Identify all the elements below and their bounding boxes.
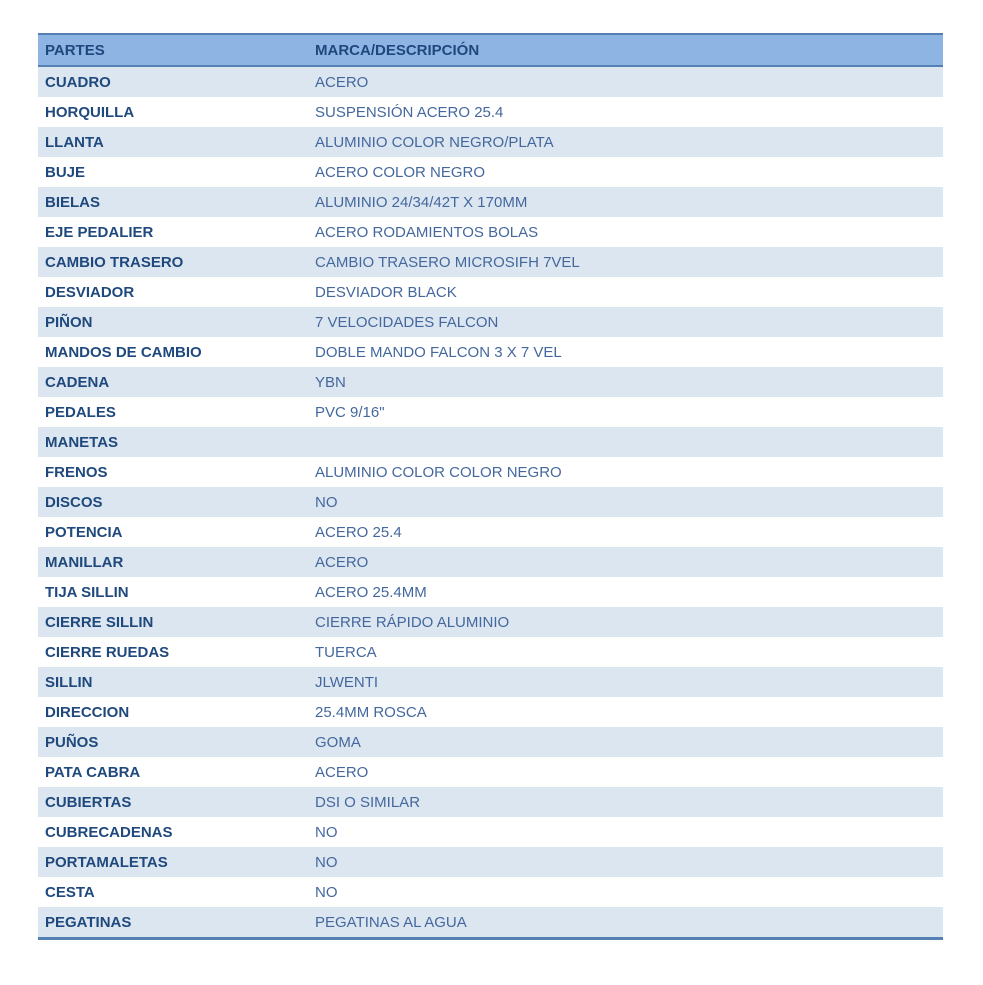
table-header bbox=[38, 34, 943, 66]
table-row bbox=[38, 547, 943, 577]
parte-cell: CUBRECADENAS bbox=[45, 823, 173, 841]
header-row bbox=[38, 34, 943, 66]
desc-cell: 25.4MM ROSCA bbox=[315, 703, 427, 721]
desc-cell: YBN bbox=[315, 373, 346, 391]
parte-cell: CUBIERTAS bbox=[45, 793, 132, 811]
parte-cell: PORTAMALETAS bbox=[45, 853, 168, 871]
desc-cell: ALUMINIO COLOR NEGRO/PLATA bbox=[315, 133, 554, 151]
desc-cell: ALUMINIO 24/34/42T X 170MM bbox=[315, 193, 528, 211]
desc-cell: PVC 9/16" bbox=[315, 403, 385, 421]
table-row bbox=[38, 757, 943, 787]
parte-cell: PEDALES bbox=[45, 403, 116, 421]
desc-cell: NO bbox=[315, 493, 338, 511]
table-row bbox=[38, 367, 943, 397]
table-row bbox=[38, 427, 943, 457]
parte-cell: CESTA bbox=[45, 883, 95, 901]
desc-cell: ACERO bbox=[315, 553, 369, 571]
parte-cell: TIJA SILLIN bbox=[45, 583, 129, 601]
parte-cell: DESVIADOR bbox=[45, 283, 135, 301]
desc-cell bbox=[308, 427, 943, 457]
desc-cell: DSI O SIMILAR bbox=[315, 793, 421, 811]
parte-cell: BUJE bbox=[45, 163, 86, 181]
desc-cell: ALUMINIO COLOR COLOR NEGRO bbox=[315, 463, 562, 481]
parte-cell: CUADRO bbox=[45, 73, 111, 91]
desc-cell: ACERO bbox=[315, 763, 369, 781]
desc-cell: ACERO RODAMIENTOS BOLAS bbox=[315, 223, 539, 241]
table-row bbox=[38, 667, 943, 697]
parte-cell: PIÑON bbox=[45, 313, 93, 331]
parte-cell: CIERRE RUEDAS bbox=[45, 643, 170, 661]
desc-cell: DOBLE MANDO FALCON 3 X 7 VEL bbox=[315, 343, 562, 361]
parte-cell: PEGATINAS bbox=[45, 913, 132, 931]
table-row bbox=[38, 907, 943, 939]
table-row bbox=[38, 697, 943, 727]
table-row bbox=[38, 127, 943, 157]
desc-cell: 7 VELOCIDADES FALCON bbox=[315, 313, 499, 331]
table-row bbox=[38, 457, 943, 487]
table-row bbox=[38, 847, 943, 877]
table-row bbox=[38, 517, 943, 547]
column-header-partes: PARTES bbox=[45, 41, 105, 59]
parte-cell: DIRECCION bbox=[45, 703, 130, 721]
parte-cell: CADENA bbox=[45, 373, 110, 391]
table-row bbox=[38, 97, 943, 127]
table-body bbox=[38, 66, 943, 939]
table-row bbox=[38, 187, 943, 217]
parte-cell: BIELAS bbox=[45, 193, 101, 211]
parts-spec-table bbox=[38, 33, 943, 940]
desc-cell: PEGATINAS AL AGUA bbox=[315, 913, 467, 931]
desc-cell: CIERRE RÁPIDO ALUMINIO bbox=[315, 613, 510, 631]
table-row bbox=[38, 277, 943, 307]
desc-cell: NO bbox=[315, 853, 338, 871]
parte-cell: POTENCIA bbox=[45, 523, 123, 541]
table-row bbox=[38, 877, 943, 907]
parte-cell: CIERRE SILLIN bbox=[45, 613, 154, 631]
parte-cell: PUÑOS bbox=[45, 733, 99, 751]
desc-cell: ACERO 25.4MM bbox=[315, 583, 427, 601]
parte-cell: PATA CABRA bbox=[45, 763, 141, 781]
table-row bbox=[38, 787, 943, 817]
table-row bbox=[38, 66, 943, 97]
table-row bbox=[38, 217, 943, 247]
parte-cell: MANDOS DE CAMBIO bbox=[45, 343, 202, 361]
desc-cell: NO bbox=[315, 883, 338, 901]
table-row bbox=[38, 577, 943, 607]
table-row bbox=[38, 607, 943, 637]
table-row bbox=[38, 337, 943, 367]
desc-cell: CAMBIO TRASERO MICROSIFH 7VEL bbox=[315, 253, 580, 271]
parte-cell: DISCOS bbox=[45, 493, 103, 511]
desc-cell: SUSPENSIÓN ACERO 25.4 bbox=[315, 103, 504, 121]
desc-cell: TUERCA bbox=[315, 643, 377, 661]
desc-cell: NO bbox=[315, 823, 338, 841]
parte-cell: LLANTA bbox=[45, 133, 104, 151]
parte-cell: HORQUILLA bbox=[45, 103, 135, 121]
parte-cell: MANILLAR bbox=[45, 553, 124, 571]
desc-cell: JLWENTI bbox=[315, 673, 379, 691]
parte-cell: CAMBIO TRASERO bbox=[45, 253, 184, 271]
table-row bbox=[38, 817, 943, 847]
column-header-marca-descripcion: MARCA/DESCRIPCIÓN bbox=[315, 41, 480, 59]
parte-cell: EJE PEDALIER bbox=[45, 223, 154, 241]
table-row bbox=[38, 307, 943, 337]
parte-cell: MANETAS bbox=[45, 433, 119, 451]
parte-cell: FRENOS bbox=[45, 463, 108, 481]
table-row bbox=[38, 247, 943, 277]
table-row bbox=[38, 637, 943, 667]
desc-cell: GOMA bbox=[315, 733, 361, 751]
desc-cell: ACERO COLOR NEGRO bbox=[315, 163, 486, 181]
parte-cell: SILLIN bbox=[45, 673, 93, 691]
table-row bbox=[38, 487, 943, 517]
table-row bbox=[38, 397, 943, 427]
table-row bbox=[38, 727, 943, 757]
desc-cell: ACERO bbox=[315, 73, 369, 91]
desc-cell: ACERO 25.4 bbox=[315, 523, 402, 541]
desc-cell: DESVIADOR BLACK bbox=[315, 283, 457, 301]
table-row bbox=[38, 157, 943, 187]
